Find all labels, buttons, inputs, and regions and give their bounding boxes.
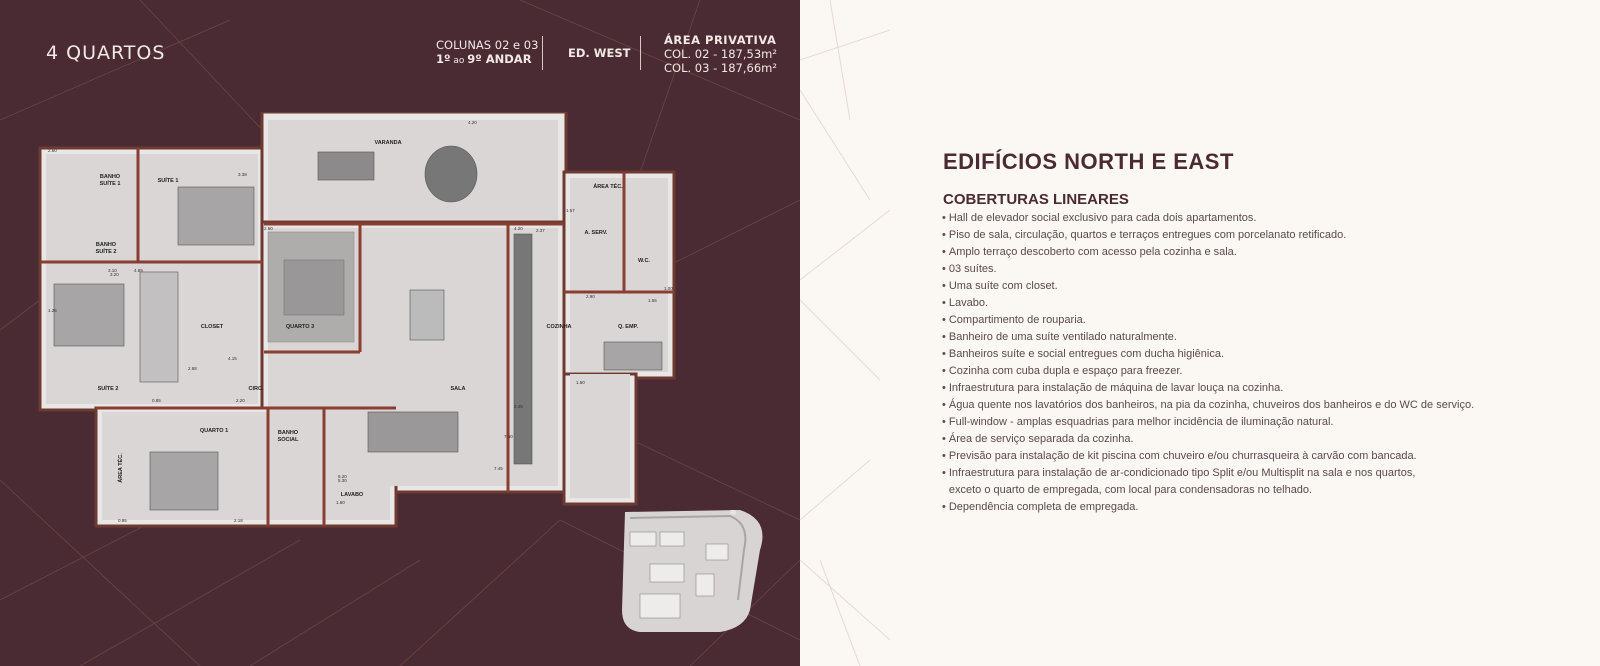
- feature-item: [942, 244, 1562, 261]
- room-label-banho-suite2: BANHO: [95, 242, 117, 248]
- room-label-area-tec-right: ÁREA TÉC.: [593, 184, 623, 190]
- room-label-area-tec-left: ÁREA TÉC.: [118, 453, 124, 483]
- dimension-label: 2.45: [514, 404, 523, 409]
- bullet-icon: •: [942, 263, 946, 275]
- feature-text: Full-window - amplas esquadrias para melhor incidência de iluminação natural.: [948, 416, 1334, 428]
- dimension-label: 2.37: [536, 228, 545, 233]
- header-divider: [640, 36, 641, 70]
- dimension-label: 2.50: [264, 226, 273, 231]
- room-label-quarto1: QUARTO 1: [199, 428, 229, 434]
- feature-item: [942, 363, 1562, 380]
- bullet-icon: •: [942, 229, 946, 241]
- room-label-closet: CLOSET: [200, 324, 224, 330]
- room-label-quarto3: QUARTO 3: [285, 324, 315, 330]
- feature-text: Dependência completa de empregada.: [948, 501, 1139, 513]
- section-heading: EDIFÍCIOS NORTH E EAST: [943, 149, 1234, 174]
- feature-item: [942, 448, 1562, 465]
- dimension-label: 1.25: [48, 308, 57, 313]
- feature-text: Uma suíte com closet.: [948, 280, 1058, 292]
- area-info: [664, 33, 777, 75]
- feature-item: [942, 227, 1562, 244]
- bullet-icon: •: [942, 501, 946, 513]
- feature-item: [942, 482, 1562, 499]
- feature-text: Banheiros suíte e social entregues com ducha higiênica.: [948, 348, 1225, 360]
- feature-item: [942, 499, 1562, 516]
- room-label-suite2: SUÍTE 2: [97, 386, 119, 392]
- bullet-icon: •: [942, 382, 946, 394]
- dimension-label: 0.95: [118, 518, 127, 523]
- dimension-label: 2.18: [234, 518, 243, 523]
- building-label: ED. WEST: [568, 46, 631, 60]
- feature-text: Banheiro de uma suíte ventilado naturalmente.: [948, 331, 1177, 343]
- dimension-label: 4.89: [134, 268, 143, 273]
- floors-label: 1º ao 9º ANDAR: [436, 52, 532, 66]
- unit-type-title: 4 QUARTOS: [46, 42, 166, 64]
- room-label-sala: SALA: [450, 386, 466, 392]
- feature-item: [942, 431, 1562, 448]
- room-label-varanda: VARANDA: [374, 140, 402, 146]
- features-list: [942, 210, 1562, 516]
- feature-text: Área de serviço separada da cozinha.: [948, 433, 1134, 445]
- area-col02: COL. 02 - 187,53m²: [664, 47, 777, 61]
- bullet-icon: •: [942, 314, 946, 326]
- bullet-icon: •: [942, 212, 946, 224]
- feature-item: [942, 210, 1562, 227]
- site-location-map: [620, 510, 790, 640]
- dimension-label: 7.45: [494, 466, 503, 471]
- feature-item: [942, 380, 1562, 397]
- dimension-label: 2.90: [586, 294, 595, 299]
- feature-text: Lavabo.: [948, 297, 989, 309]
- feature-text: Água quente nos lavatórios dos banheiros, na pia da cozinha, chuveiros dos banheiros e do WC de serviço.: [948, 399, 1475, 411]
- room-label-banho-suite1-b: SUÍTE 1: [99, 181, 121, 187]
- feature-item: [942, 414, 1562, 431]
- room-label-banho-suite2-b: SUÍTE 2: [95, 249, 117, 255]
- dimension-label: 2.60: [48, 148, 57, 153]
- dimension-label: 1.55: [648, 298, 657, 303]
- bullet-icon: •: [942, 433, 946, 445]
- dimension-label: 2.88: [188, 366, 197, 371]
- feature-text: exceto o quarto de empregada, com local para condensadoras no telhado.: [948, 484, 1313, 496]
- feature-item: [942, 261, 1562, 278]
- feature-text: Compartimento de rouparia.: [948, 314, 1086, 326]
- dimension-label: 3.10: [108, 268, 117, 273]
- room-label-lavabo: LAVABO: [340, 492, 364, 498]
- room-label-suite1: SUÍTE 1: [157, 178, 179, 184]
- dimension-label: 2.20: [236, 398, 245, 403]
- feature-text: Infraestrutura para instalação de máquina de lavar louça na cozinha.: [948, 382, 1284, 394]
- room-label-cozinha: COZINHA: [546, 324, 572, 330]
- columns-info: [436, 38, 538, 68]
- dimension-label: 1.60: [336, 500, 345, 505]
- dimension-label: 5.20: [338, 474, 347, 479]
- room-label-banho-suite1: BANHO: [99, 174, 121, 180]
- feature-text: Cozinha com cuba dupla e espaço para freezer.: [948, 365, 1183, 377]
- room-label-q-emp: Q. EMP.: [617, 324, 639, 330]
- feature-item: [942, 346, 1562, 363]
- floor-plan: [38, 112, 694, 542]
- room-label-banho-social-b: SOCIAL: [277, 437, 299, 443]
- feature-item: [942, 397, 1562, 414]
- bullet-icon: •: [942, 297, 946, 309]
- feature-item: [942, 295, 1562, 312]
- feature-text: Hall de elevador social exclusivo para cada dois apartamentos.: [948, 212, 1257, 224]
- feature-text: Infraestrutura para instalação de ar-condicionado tipo Split e/ou Multisplit na sala e nos quartos,: [948, 467, 1416, 479]
- area-col03: COL. 03 - 187,66m²: [664, 61, 777, 75]
- feature-text: Piso de sala, circulação, quartos e terraços entregues com porcelanato retificado.: [948, 229, 1347, 241]
- feature-text: Amplo terraço descoberto com acesso pela cozinha e sala.: [948, 246, 1237, 258]
- dimension-label: 0.85: [152, 398, 161, 403]
- room-label-wc: W.C.: [638, 258, 650, 264]
- dimension-label: 1.57: [566, 208, 575, 213]
- bullet-icon: •: [942, 365, 946, 377]
- dimension-label: 3.38: [238, 172, 247, 177]
- dimension-label: 4.20: [514, 226, 523, 231]
- feature-item: [942, 278, 1562, 295]
- feature-text: Previsão para instalação de kit piscina com chuveiro e/ou churrasqueira à carvão com bancada.: [948, 450, 1417, 462]
- dimension-label: 4.15: [228, 356, 237, 361]
- bullet-icon: •: [942, 348, 946, 360]
- room-label-circ: CIRC.: [248, 386, 264, 392]
- dimension-label: 1.50: [576, 380, 585, 385]
- bullet-icon: •: [942, 399, 946, 411]
- dimension-label: 5.30: [338, 478, 347, 483]
- room-label-a-serv: A. SERV.: [584, 230, 608, 236]
- columns-label: COLUNAS 02 e 03: [436, 38, 539, 52]
- bullet-icon: •: [942, 416, 946, 428]
- dimension-label: 1.00: [664, 286, 673, 291]
- feature-item: [942, 312, 1562, 329]
- dimension-label: 7.60: [504, 434, 513, 439]
- header-divider: [542, 36, 543, 70]
- feature-item: [942, 465, 1562, 482]
- bullet-icon: •: [942, 331, 946, 343]
- bullet-icon: •: [942, 450, 946, 462]
- dimension-label: 4.20: [468, 120, 477, 125]
- bullet-icon: •: [942, 246, 946, 258]
- feature-item: [942, 329, 1562, 346]
- bullet-icon: •: [942, 280, 946, 292]
- feature-text: 03 suítes.: [948, 263, 997, 275]
- section-subheading: COBERTURAS LINEARES: [943, 191, 1129, 208]
- bullet-icon: •: [942, 467, 946, 479]
- room-label-banho-social: BANHO: [277, 430, 299, 436]
- dimension-label: 3.20: [110, 272, 119, 277]
- area-label: ÁREA PRIVATIVA: [664, 33, 777, 47]
